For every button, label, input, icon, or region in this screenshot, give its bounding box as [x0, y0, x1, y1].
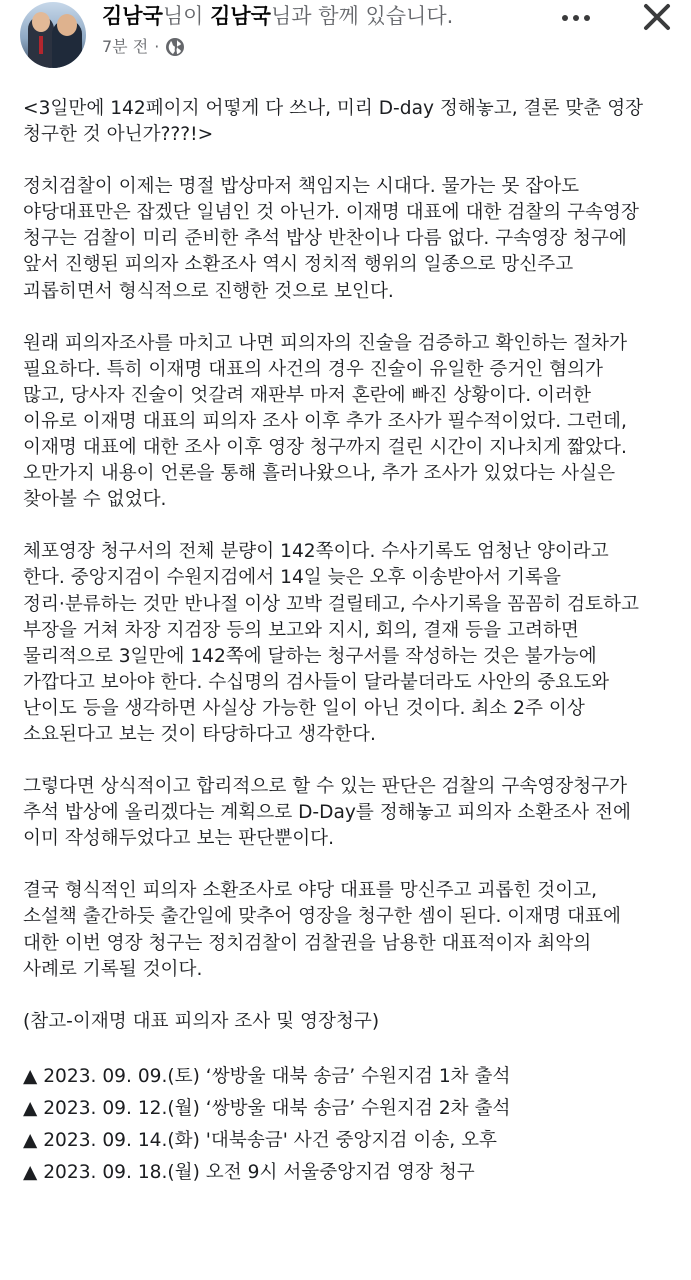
post-reference-heading: (참고-이재명 대표 피의자 조사 및 영장청구): [23, 1010, 380, 1032]
post-timestamp[interactable]: 7분 전: [102, 37, 149, 56]
post-paragraph-1: <3일만에 142페이지 어떻게 다 쓰나, 미리 D-day 정해놓고, 결론 맞춘 영장 청구한 것 아닌가???!>: [23, 98, 644, 146]
post-paragraph-2: 정치검찰이 이제는 명절 밥상마저 책임지는 시대다. 물가는 못 잡아도 야당대표만은 잡겠단 일념인 것 아닌가. 이재명 대표에 대한 검찰의 구속영장 청구는 검찰이 미리 준비한 추석 밥상 반찬이나 다름 없다. 구속영장 청구에 앞서 진행된 피의자 소환조사 역시 정치적 행위의 일종으로 망신주고 괴롭히면서 형식적으로 진행한 것으로 보인다.: [23, 176, 639, 302]
timeline-item: ▲ 2023. 09. 14.(화) '대북송금' 사건 중앙지검 이송, 오후: [23, 1129, 498, 1151]
more-options-button[interactable]: [562, 8, 598, 28]
close-icon[interactable]: [640, 0, 674, 34]
avatar[interactable]: [20, 2, 86, 68]
post-paragraph-4: 체포영장 청구서의 전체 분량이 142쪽이다. 수사기록도 엄청난 양이라고 한다. 중앙지검이 수원지검에서 14일 늦은 오후 이송받아서 기록을 정리·분류하는 것만 반나절 이상 꼬박 걸릴테고, 수사기록을 꼼꼼히 검토하고 부장을 거쳐 차장 지검장 등의 보고와 지시, 회의, 결재 등을 고려하면 물리적으로 3일만에 142쪽에 달하는 청구서를 작성하는 것은 불가능에 가깝다고 보아야 한다. 수십명의 검사들이 달라붙더라도 사안의 중요도와 난이도 등을 생각하면 사실상 가능한 일이 아닌 것이다. 최소 2주 이상 소요된다고 보는 것이 타당하다고 생각한다.: [23, 541, 639, 745]
title-connector: 님이: [162, 4, 211, 28]
post-paragraph-5: 그렇다면 상식적이고 합리적으로 할 수 있는 판단은 검찰의 구속영장청구가 추석 밥상에 올리겠다는 계획으로 D-Day를 정해놓고 피의자 소환조사 전에 이미 작성해두었다고 보는 판단뿐이다.: [23, 776, 631, 850]
globe-icon[interactable]: [165, 37, 185, 57]
tagged-name[interactable]: 김남국: [210, 4, 271, 28]
post-header: [0, 0, 691, 84]
post-title-line: [102, 2, 453, 30]
post-body: [23, 96, 683, 1189]
post-paragraph-3: 원래 피의자조사를 마치고 나면 피의자의 진술을 검증하고 확인하는 절차가 필요하다. 특히 이재명 대표의 사건의 경우 진술이 유일한 증거인 혐의가 많고, 당사자 진술이 엇갈려 재판부 마저 혼란에 빠진 상황이다. 이러한 이유로 이재명 대표의 피의자 조사 이후 추가 조사가 필수적이었다. 그런데, 이재명 대표에 대한 조사 이후 영장 청구까지 걸린 시간이 지나치게 짧았다. 오만가지 내용이 언론을 통해 흘러나왔으나, 추가 조사가 있었다는 사실은 찾아볼 수 없었다.: [23, 332, 628, 511]
title-connector-2: 님과 함께 있습니다.: [270, 4, 454, 28]
more-dots-icon: [562, 15, 568, 21]
timeline-item: ▲ 2023. 09. 09.(토) ‘쌍방울 대북 송금’ 수원지검 1차 출석: [23, 1065, 511, 1087]
post-paragraph-6: 결국 형식적인 피의자 소환조사로 야당 대표를 망신주고 괴롭힌 것이고, 소설책 출간하듯 출간일에 맞추어 영장을 청구한 셈이 된다. 이재명 대표에 대한 이번 영장 청구는 정치검찰이 검찰권을 남용한 대표적이자 최악의 사례로 기록될 것이다.: [23, 880, 621, 980]
meta-separator: ·: [154, 37, 160, 56]
timeline-list: [23, 1061, 683, 1189]
timeline-item: ▲ 2023. 09. 12.(월) ‘쌍방울 대북 송금’ 수원지검 2차 출석: [23, 1097, 511, 1119]
author-name[interactable]: 김남국: [102, 4, 163, 28]
timeline-item: ▲ 2023. 09. 18.(월) 오전 9시 서울중앙지검 영장 청구: [23, 1161, 475, 1183]
post-meta: [102, 36, 185, 58]
